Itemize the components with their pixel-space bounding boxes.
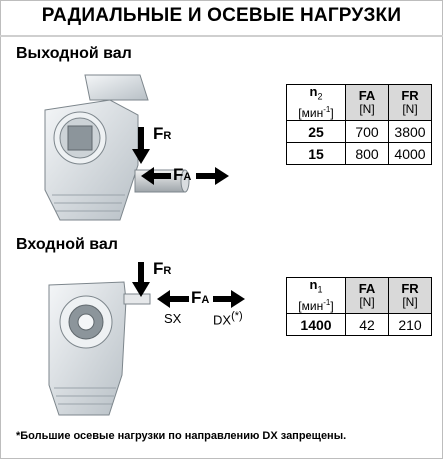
row-fa: 42 — [346, 314, 389, 336]
header-n1: $n_1$ [мин$^{-1}$] — [287, 278, 346, 314]
input-fa-label: FA — [191, 288, 210, 307]
page-title: РАДИАЛЬНЫЕ И ОСЕВЫЕ НАГРУЗКИ — [41, 5, 402, 26]
header-fa: FA [N] — [346, 85, 389, 121]
row-n: 1400 — [287, 314, 346, 336]
header-fa: FA [N] — [346, 278, 389, 314]
footnote: *Большие осевые нагрузки по направлению DX запрещены. — [16, 430, 347, 442]
title-divider — [0, 35, 443, 37]
table-row — [287, 121, 432, 143]
output-fr-label: FR — [153, 124, 172, 143]
row-n: 15 — [287, 143, 346, 165]
row-fr: 210 — [389, 314, 432, 336]
sx-direction-label: SX — [164, 311, 182, 326]
row-fa: 800 — [346, 143, 389, 165]
input-fr-label: FR — [153, 259, 172, 278]
dx-direction-label: DX(*) — [213, 310, 243, 328]
input-shaft-title: Входной вал — [16, 236, 118, 253]
header-n2: $n_2$ [мин$^{-1}$] — [287, 85, 346, 121]
row-fa: 700 — [346, 121, 389, 143]
row-n: 25 — [287, 121, 346, 143]
output-shaft-title: Выходной вал — [16, 45, 132, 62]
table-row — [287, 143, 432, 165]
output-load-table — [286, 84, 432, 165]
input-radial-force-arrow — [131, 262, 151, 298]
header-fr: FR [N] — [389, 85, 432, 121]
input-gearbox-drawing — [44, 280, 154, 420]
output-gearbox-drawing — [30, 70, 200, 230]
row-fr: 3800 — [389, 121, 432, 143]
header-fr: FR [N] — [389, 278, 432, 314]
output-fa-label: FA — [173, 165, 192, 184]
row-fr: 4000 — [389, 143, 432, 165]
output-radial-force-arrow — [131, 127, 151, 165]
input-load-table — [286, 277, 432, 336]
table-row — [287, 314, 432, 336]
